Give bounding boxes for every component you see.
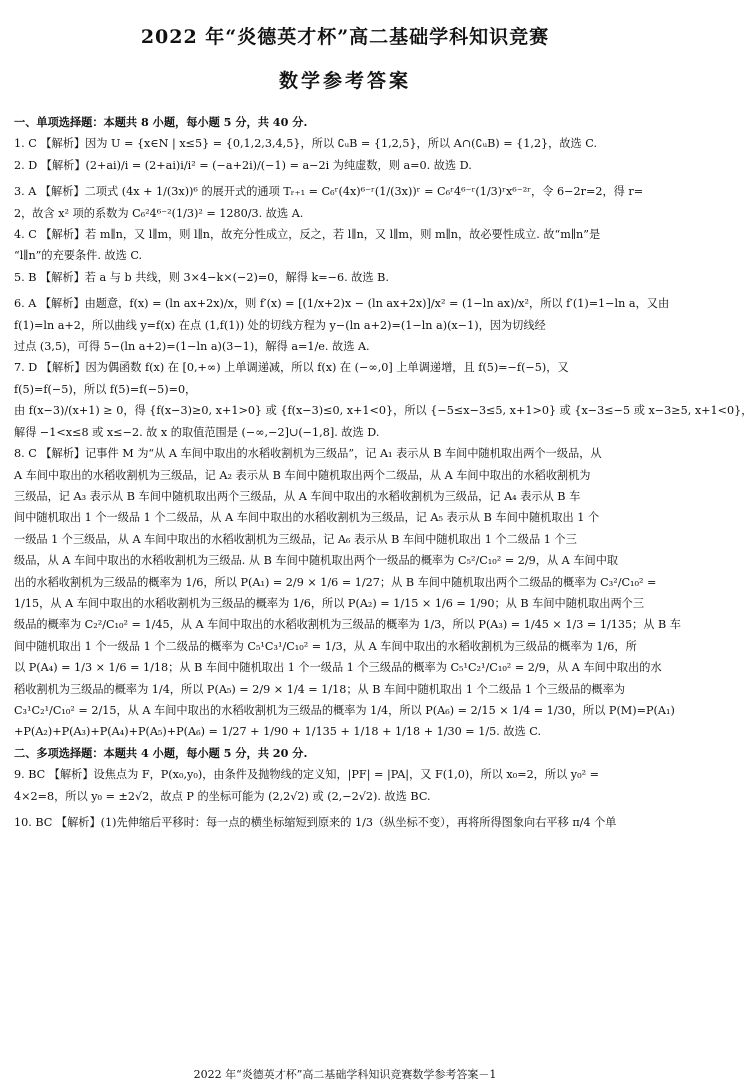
answer-q8-line6: 级品，从 A 车间中取出的水稻收割机为三级品. 从 B 车间中随机取出两个一级品的概率为 C₅²/C₁₀² = 2/9，从 A 车间中取 [14,554,619,568]
answer-q8-line7: 出的水稻收割机为三级品的概率为 1/6，所以 P(A₁) = 2/9 × 1/6 = 1/27；从 B 车间中随机取出两个二级品的概率为 C₃²/C₁₀² = [14,575,657,589]
answer-q8-line13: C₃¹C₂¹/C₁₀² = 2/15，从 A 车间中取出的水稻收割机为三级品的概率为 1/4，所以 P(A₆) = 2/15 × 1/4 = 1/30，所以 P(M)=P(A₁) [14,703,675,717]
answer-q8-line9: 级品的概率为 C₂²/C₁₀² = 1/45，从 A 车间中取出的水稻收割机为三级品的概率为 1/3，所以 P(A₃) = 1/45 × 1/3 = 1/135；从 B 车 [14,618,681,632]
page-title: 2022 年“炎德英才杯”高二基础学科知识竞赛 [140,26,550,48]
answer-q8-line8: 1/15，从 A 车间中取出的水稻收割机为三级品的概率为 1/6，所以 P(A₂) = 1/15 × 1/6 = 1/90；从 B 车间中随机取出两个三 [14,596,645,610]
answer-q8-line5: 一级品 1 个三级品，从 A 车间中取出的水稻收割机为三级品，记 A₆ 表示从 B 车间中随机取出 1 个二级品 1 个三 [14,532,577,546]
answer-q7-line2: f(5)=f(−5)，所以 f(5)=f(−5)=0， [14,382,197,396]
page-footer: 2022 年“炎德英才杯”高二基础学科知识竞赛数学参考答案－1 [193,1068,497,1081]
answer-content [14,112,752,833]
answer-q4-line2: “l∥n”的充要条件. 故选 C. [14,249,143,263]
answer-q8-line12: 稻收割机为三级品的概率为 1/4，所以 P(A₅) = 2/9 × 1/4 = 1/18；从 B 车间中随机取出 1 个二级品 1 个三级品的概率为 [14,682,626,696]
answer-q3-line1: 3. A 【解析】二项式 (4x + 1/(3x))⁶ 的展开式的通项 Tᵣ₊₁ = C₆ʳ(4x)⁶⁻ʳ(1/(3x))ʳ = C₆ʳ4⁶⁻ʳ(1/3)ʳx⁶⁻²ʳ，令 6−2r=2，得 r= [14,185,644,199]
section-multi-choice-heading: 二、多项选择题：本题共 4 小题，每小题 5 分，共 20 分. [14,745,308,760]
answer-q9-line2: 4×2=8，所以 y₀ = ±2√2，故点 P 的坐标可能为 (2,2√2) 或 (2,−2√2). 故选 BC. [14,789,431,803]
answer-q8-line4: 间中随机取出 1 个一级品 1 个二级品，从 A 车间中取出的水稻收割机为三级品，记 A₅ 表示从 B 车间中随机取出 1 个 [14,511,600,525]
answer-q2: 2. D 【解析】(2+ai)/i = (2+ai)i/i² = (−a+2i)/(−1) = a−2i 为纯虚数，则 a=0. 故选 D. [14,158,472,172]
answer-q7-line3: 由 f(x−3)/(x+1) ≥ 0，得 {f(x−3)≥0, x+1>0} 或 {f(x−3)≤0, x+1<0}，所以 {−5≤x−3≤5, x+1>0} 或 {x−3≤−5 或 x−3≥5, x+1<0}， [14,404,752,418]
answer-q4-line1: 4. C 【解析】若 m∥n，又 l∥m，则 l∥n，故充分性成立，反之，若 l∥n，又 l∥m，则 m∥n，故必要性成立. 故“m∥n”是 [14,228,601,242]
answer-q3-line2: 2，故含 x² 项的系数为 C₆²4⁶⁻²(1/3)² = 1280/3. 故选 A. [14,206,304,220]
answer-q8-line3: 三级品，记 A₃ 表示从 B 车间中随机取出两个三级品，从 A 车间中取出的水稻收割机为三级品，记 A₄ 表示从 B 车 [14,489,581,503]
answer-q10-line1: 10. BC 【解析】(1)先伸缩后平移时：每一点的横坐标缩短到原来的 1/3（纵坐标不变），再将所得图象向右平移 π/4 个单 [14,816,617,829]
answer-q7-line1: 7. D 【解析】因为偶函数 f(x) 在 [0,+∞) 上单调递减，所以 f(x) 在 (−∞,0] 上单调递增，且 f(5)=−f(−5)，又 [14,361,569,375]
answer-q1: 1. C 【解析】因为 U = {x∈N | x≤5} = {0,1,2,3,4,5}，所以 ∁ᵤB = {1,2,5}，所以 A∩(∁ᵤB) = {1,2}，故选 C. [14,137,598,151]
answer-q6-line1: 6. A 【解析】由题意，f(x) = (ln ax+2x)/x，则 f′(x) = [(1/x+2)x − (ln ax+2x)]/x² = (1−ln ax)/x²，所以 f′(1)=1−ln a，又由 [14,297,670,311]
answer-q8-line14: +P(A₂)+P(A₃)+P(A₄)+P(A₅)+P(A₆) = 1/27 + 1/90 + 1/135 + 1/18 + 1/18 + 1/30 = 1/5. 故选 C. [14,725,541,739]
answer-q6-line2: f(1)=ln a+2，所以曲线 y=f(x) 在点 (1,f(1)) 处的切线方程为 y−(ln a+2)=(1−ln a)(x−1)，因为切线经 [14,318,546,332]
answer-q8-line2: A 车间中取出的水稻收割机为三级品，记 A₂ 表示从 B 车间中随机取出两个二级品，从 A 车间中取出的水稻收割机为 [14,468,591,482]
answer-q8-line10: 间中随机取出 1 个一级品 1 个二级品的概率为 C₅¹C₃¹/C₁₀² = 1/3，从 A 车间中取出的水稻收割机为三级品的概率为 1/6，所 [14,639,637,653]
page-subtitle: 数学参考答案 [278,70,411,92]
answer-q8-line1: 8. C 【解析】记事件 M 为“从 A 车间中取出的水稻收割机为三级品”，记 A₁ 表示从 B 车间中随机取出两个一级品，从 [14,447,602,461]
answer-q5: 5. B 【解析】若 a 与 b 共线，则 3×4−k×(−2)=0，解得 k=−6. 故选 B. [14,270,389,284]
answer-q7-line4: 解得 −1<x≤8 或 x≤−2. 故 x 的取值范围是 (−∞,−2]∪(−1,8]. 故选 D. [14,425,380,439]
answer-q8-line11: 以 P(A₄) = 1/3 × 1/6 = 1/18；从 B 车间中随机取出 1 个一级品 1 个三级品的概率为 C₅¹C₂¹/C₁₀² = 2/9，从 A 车间中取出的水 [14,661,662,675]
section-single-choice-heading: 一、单项选择题：本题共 8 小题，每小题 5 分，共 40 分. [14,115,308,129]
answer-q9-line1: 9. BC 【解析】设焦点为 F，P(x₀,y₀)，由条件及抛物线的定义知，|PF| = |PA|，又 F(1,0)，所以 x₀=2，所以 y₀² = [14,768,600,782]
answer-q6-line3: 过点 (3,5)，可得 5−(ln a+2)=(1−ln a)(3−1)，解得 a=1/e. 故选 A. [14,340,370,354]
